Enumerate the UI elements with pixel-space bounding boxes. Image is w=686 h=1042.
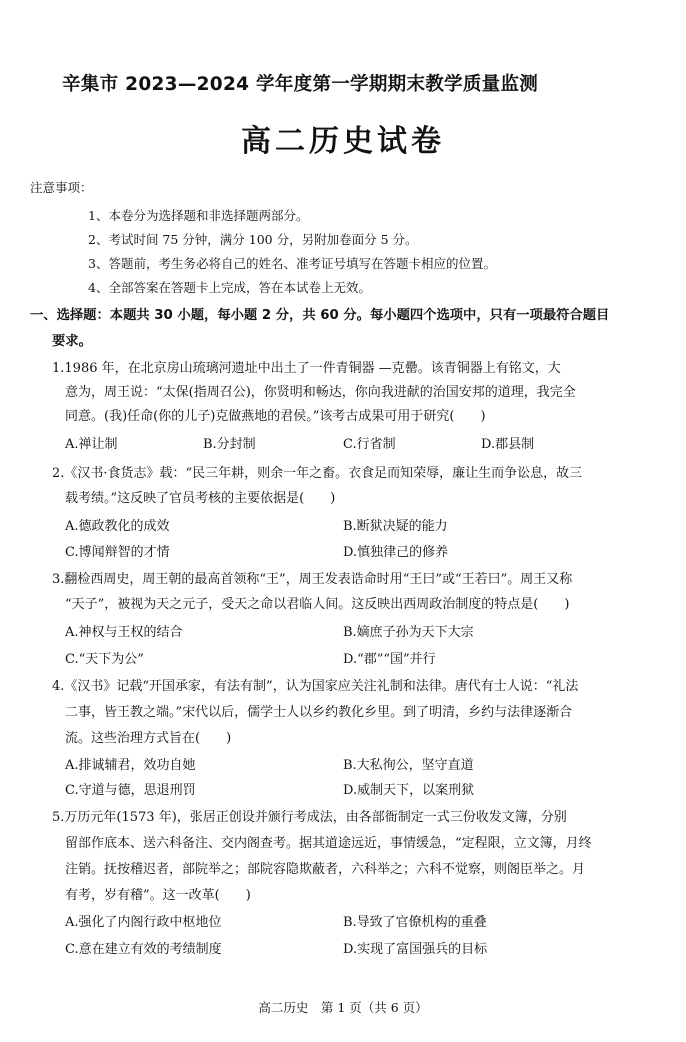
question-1-option-b: B.分封制 xyxy=(203,437,256,452)
question-1-stem-line: 同意。(我)任命(你的儿子)克做燕地的君侯。”该考古成果可用于研究( ) xyxy=(65,409,486,424)
question-5-option-a: A.强化了内阁行政中枢地位 xyxy=(65,915,222,930)
question-2-stem: 2.《汉书·食货志》载：“民三年耕，则余一年之畜。衣食足而知荣辱，廉让生而争讼息，故三 xyxy=(52,466,583,481)
subject-title: 高二历史试卷 xyxy=(241,124,445,159)
notice-item: 4、全部答案在答题卡上完成，答在本试卷上无效。 xyxy=(88,280,371,295)
page-footer: 高二历史 第 1 页（共 6 页） xyxy=(258,1000,428,1015)
question-5-stem: 5.万历元年(1573 年)，张居正创设并颁行考成法，由各部衙制定一式三份收发文簿，分别 xyxy=(52,810,567,825)
question-1-option-c: C.行省制 xyxy=(343,437,396,452)
question-3-stem-line: “天子”，被视为天之元子，受天之命以君临人间。这反映出西周政治制度的特点是( ) xyxy=(65,597,570,612)
question-5-stem-line: 注销。抚按稽迟者，部院举之；部院容隐欺蔽者，六科举之；六科不觉察，则阁臣举之。月 xyxy=(65,862,586,877)
question-4-stem-line: 二事，皆王教之端。”宋代以后，儒学士人以乡约教化乡里。到了明清，乡约与法律逐渐合 xyxy=(65,705,573,720)
question-3-stem: 3.翻检西周史，周王朝的最高首领称“王”，周王发表诰命时用“王曰”或“王若曰”。周王又称 xyxy=(52,572,573,587)
question-2-option-a: A.德政教化的成效 xyxy=(65,519,170,534)
question-1-option-a: A.禅让制 xyxy=(65,437,118,452)
question-1-stem: 1.1986 年，在北京房山琉璃河遗址中出土了一件青铜器 —克罍。该青铜器上有铭文，大 xyxy=(52,361,561,376)
question-4-option-b: B.大私徇公，坚守直道 xyxy=(343,758,474,773)
question-5-option-d: D.实现了富国强兵的目标 xyxy=(343,942,488,957)
question-4-stem: 4.《汉书》记载“开国承家，有法有制”，认为国家应关注礼制和法律。唐代有士人说：“礼法 xyxy=(52,679,579,694)
notice-item: 3、答题前，考生务必将自己的姓名、准考证号填写在答题卡相应的位置。 xyxy=(88,256,496,271)
exam-header-title: 辛集市 2023—2024 学年度第一学期期末教学质量监测 xyxy=(62,74,539,95)
notice-item: 1、本卷分为选择题和非选择题两部分。 xyxy=(88,208,309,223)
question-1-option-d: D.郡县制 xyxy=(481,437,535,452)
notice-heading: 注意事项： xyxy=(30,180,93,195)
question-5-option-c: C.意在建立有效的考绩制度 xyxy=(65,942,222,957)
question-5-stem-line: 留部作底本、送六科备注、交内阁查考。据其道途远近，事情缓急，“定程限，立文簿，月终 xyxy=(65,836,592,851)
question-2-stem-line: 载考绩。”这反映了官员考核的主要依据是( ) xyxy=(65,491,336,506)
section-heading: 一、选择题：本题共 30 小题，每小题 2 分，共 60 分。每小题四个选项中，只有一项最符合题目 xyxy=(30,308,610,323)
question-4-option-a: A.排诚辅君，效功自她 xyxy=(65,758,196,773)
question-4-stem-line: 流。这些治理方式旨在( ) xyxy=(65,731,232,746)
question-3-option-c: C.“天下为公” xyxy=(65,652,144,667)
question-3-option-a: A.神权与王权的结合 xyxy=(65,625,183,640)
question-2-option-c: C.博闻辩智的才情 xyxy=(65,545,170,560)
question-2-option-d: D.慎独律己的修养 xyxy=(343,545,449,560)
question-5-option-b: B.导致了官僚机构的重叠 xyxy=(343,915,487,930)
question-4-option-d: D.威制天下，以案刑狱 xyxy=(343,783,475,798)
notice-item: 2、考试时间 75 分钟，满分 100 分，另附加卷面分 5 分。 xyxy=(88,232,418,247)
question-4-option-c: C.守道与德，思退刑罚 xyxy=(65,783,196,798)
question-3-option-d: D.“郡”“国”并行 xyxy=(343,652,436,667)
section-heading-cont: 要求。 xyxy=(52,334,92,349)
question-3-option-b: B.嫡庶子孙为天下大宗 xyxy=(343,625,474,640)
question-2-option-b: B.断狱决疑的能力 xyxy=(343,519,448,534)
question-5-stem-line: 有考，岁有稽”。这一改革( ) xyxy=(65,888,251,903)
question-1-stem-line: 意为，周王说：“太保(指周召公)，你贤明和畅达，你向我进献的治国安邦的道理，我完全 xyxy=(65,385,576,400)
